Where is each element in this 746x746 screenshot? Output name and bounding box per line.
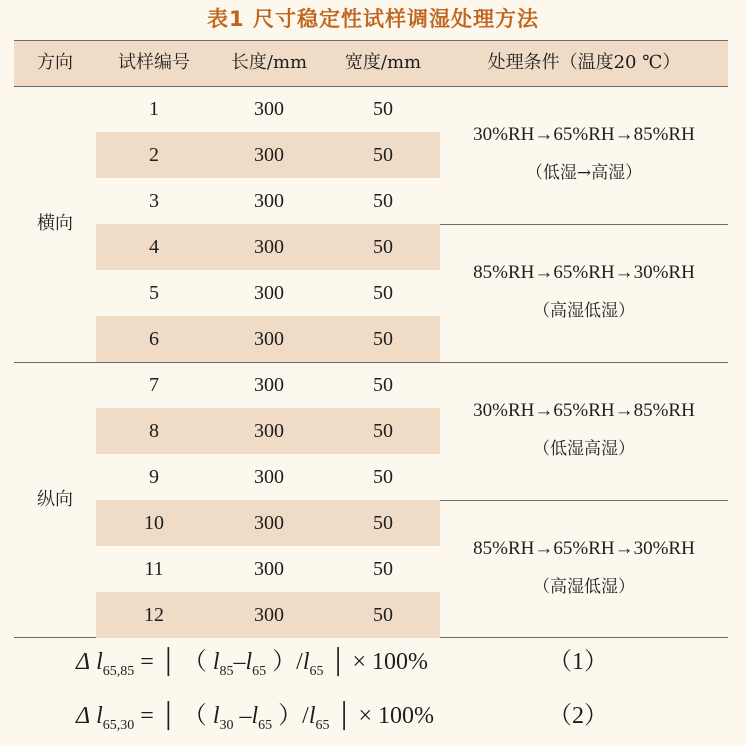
cell-width: 50	[373, 604, 393, 626]
cell-width: 50	[373, 236, 393, 258]
cell-length: 300	[254, 236, 284, 258]
formula-var: l	[302, 649, 310, 675]
cell-width: 50	[373, 558, 393, 580]
formula-delta: Δ	[76, 649, 91, 675]
condition-sequence: 85%RH→65%RH→30%RH	[473, 538, 695, 559]
condition-note: （高湿低湿）	[533, 301, 635, 321]
cell-sample-id: 3	[149, 190, 159, 212]
equation-number-1: （1）	[548, 649, 608, 675]
condition-block	[440, 254, 728, 330]
formula-subscript: 65	[258, 717, 273, 733]
condition-note: （高湿低湿）	[533, 577, 635, 597]
cell-width: 50	[373, 144, 393, 166]
cell-sample-id: 1	[149, 98, 159, 120]
formula-var: l	[96, 649, 103, 675]
formula-text: ）/	[272, 649, 303, 675]
cell-length: 300	[254, 98, 284, 120]
cell-length: 300	[254, 190, 284, 212]
condition-sequence: 85%RH→65%RH→30%RH	[473, 262, 695, 283]
cell-length: 300	[254, 282, 284, 304]
formula-2	[76, 696, 434, 736]
formula-text: = │ （	[140, 649, 207, 675]
formula-var: l	[251, 703, 259, 729]
cell-width: 50	[373, 466, 393, 488]
condition-note: （低湿高湿）	[533, 439, 635, 459]
header-length: 长度/mm	[230, 52, 308, 73]
formula-var: l	[308, 703, 316, 729]
cell-sample-id: 10	[144, 512, 164, 534]
formula-var: l	[212, 703, 220, 729]
cell-sample-id: 8	[149, 420, 159, 442]
formula-1	[76, 642, 428, 682]
cell-sample-id: 7	[149, 374, 159, 396]
cell-length: 300	[254, 466, 284, 488]
formula-text: │ × 100%	[335, 703, 435, 729]
cell-length: 300	[254, 144, 284, 166]
formula-text: –	[233, 649, 246, 675]
condition-sequence: 30%RH→65%RH→85%RH	[473, 124, 695, 145]
condition-block	[440, 530, 728, 606]
cell-length: 300	[254, 374, 284, 396]
cell-sample-id: 12	[144, 604, 164, 626]
cell-sample-id: 5	[149, 282, 159, 304]
formula-text: –	[233, 703, 252, 729]
cell-width: 50	[373, 328, 393, 350]
header-condition: 处理条件（温度20 ℃）	[487, 52, 681, 73]
cell-length: 300	[254, 604, 284, 626]
cell-width: 50	[373, 282, 393, 304]
header-sample-number: 试样编号	[118, 52, 190, 73]
formula-delta: Δ	[76, 703, 91, 729]
cell-length: 300	[254, 420, 284, 442]
condition-block	[440, 392, 728, 468]
cell-width: 50	[373, 420, 393, 442]
formula-subscript: 65	[315, 717, 330, 733]
cell-sample-id: 6	[149, 328, 159, 350]
formula-var: l	[212, 649, 220, 675]
formula-var: l	[245, 649, 253, 675]
cell-length: 300	[254, 328, 284, 350]
cell-length: 300	[254, 512, 284, 534]
header-width: 宽度/mm	[344, 52, 422, 73]
formula-subscript: 65,30	[102, 717, 135, 733]
cell-sample-id: 2	[149, 144, 159, 166]
condition-block	[440, 116, 728, 192]
formula-subscript: 85	[219, 663, 234, 679]
direction-longitudinal: 纵向	[37, 489, 73, 510]
cell-width: 50	[373, 98, 393, 120]
condition-sequence: 30%RH→65%RH→85%RH	[473, 400, 695, 421]
condition-note: （低湿→高湿）	[525, 163, 643, 183]
equation-number-2: （2）	[548, 703, 608, 729]
cell-length: 300	[254, 558, 284, 580]
formula-text: ）/	[278, 703, 309, 729]
formula-text: │ × 100%	[329, 649, 429, 675]
formula-subscript: 65	[309, 663, 324, 679]
cell-width: 50	[373, 190, 393, 212]
direction-transverse: 横向	[37, 213, 73, 234]
header-direction: 方向	[37, 52, 73, 73]
cell-sample-id: 11	[144, 558, 164, 580]
cell-sample-id: 9	[149, 466, 159, 488]
cell-width: 50	[373, 374, 393, 396]
cell-sample-id: 4	[149, 236, 159, 258]
formula-subscript: 65	[252, 663, 267, 679]
cell-width: 50	[373, 512, 393, 534]
formula-subscript: 65,85	[102, 663, 135, 679]
formula-text: = │ （	[140, 703, 207, 729]
formula-var: l	[96, 703, 103, 729]
table-title: 表1 尺寸稳定性试样调湿处理方法	[207, 7, 539, 31]
formula-subscript: 30	[219, 717, 234, 733]
